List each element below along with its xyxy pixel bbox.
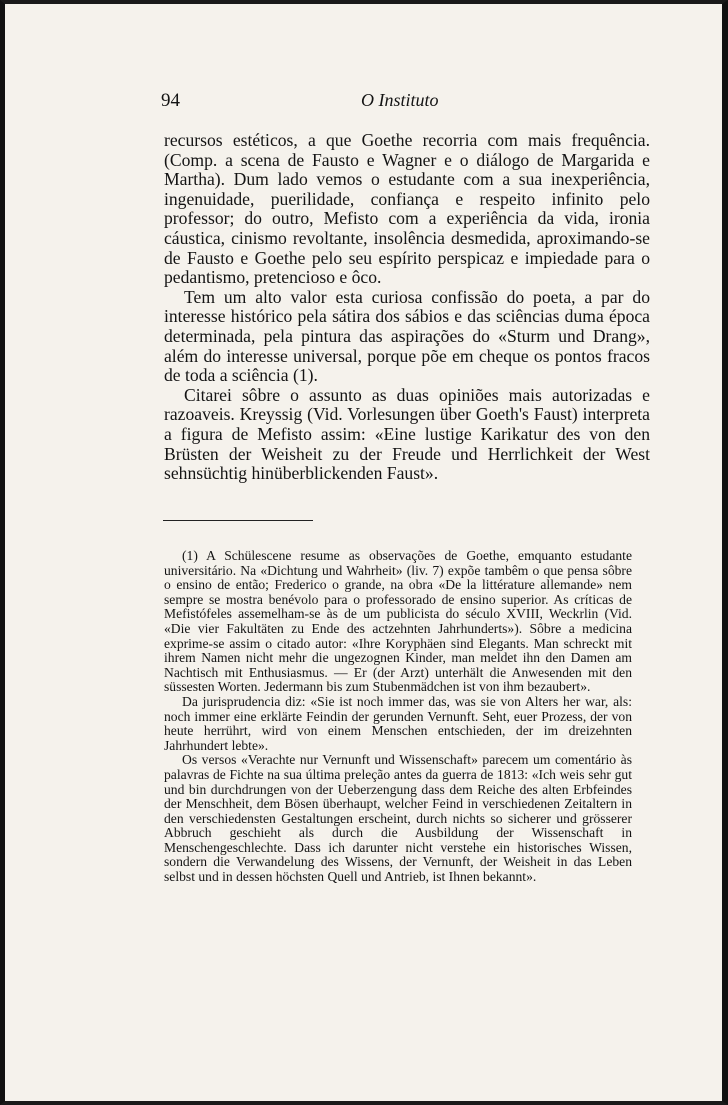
running-title: O Instituto [361, 90, 439, 110]
body-paragraph: Citarei sôbre o assunto as duas opiniões mais autorizadas e razoaveis. Kreyssig (Vid. Vorlesungen über Goeth's Faust) interpreta a figura de Mefisto assim: «Eine lustige Karikatur des von den Brüsten der Weisheit zu der Freude und Herrlichkeit der West sehnsüchtig hinüberblickenden Faust». [164, 384, 650, 484]
footnote-divider [163, 520, 313, 521]
body-paragraph: Tem um alto valor esta curiosa confissão do poeta, a par do interesse histórico pela sátira dos sábios e das sciências duma época determinada, pela pintura das aspirações do «Sturm und Drang», além do interesse universal, porque põe em cheque os pontos fracos de toda a sciência (1). [164, 286, 650, 386]
main-text [164, 131, 650, 484]
footnotes [164, 549, 632, 885]
footnote-paragraph: Os versos «Verachte nur Vernunft und Wissenschaft» parecem um comentário às palavras de Fichte na sua última preleção antes da guerra de 1813: «Ich weis sehr gut und bin durchdrungen von der Ueberzengung dass dem Reiche des alten Erbfeindes der Menschheit, dem Bösen überhaupt, welcher Feind in verschiedenen Zeitaltern in den verschiedensten Gestaltungen erscheint, durch nichts so sicherer und grösserer Abbruch geschieht als durch die Ausbildung der Wissenschaft in Menschengeschlechte. Dass ich darunter nicht verstehe ein historisches Wissen, sondern die Verwandelung des Wissens, der Vernunft, der Weisheit in das Leben selbst und in dessen höchsten Quell und Antrieb, ist Ihnen bekannt». [164, 752, 632, 885]
page-header [161, 90, 651, 118]
footnote-paragraph: Da jurisprudencia diz: «Sie ist noch immer das, was sie von Alters her war, als: noch immer eine erklärte Feindin der gerunden Vernunft. Seht, euer Prozess, der von heute herrührt, wird von einem Menschen entschieden, der im dreizehnten Jahrhundert lebte». [164, 693, 632, 753]
page-number: 94 [161, 90, 180, 111]
body-paragraph: recursos estéticos, a que Goethe recorria com mais frequência. (Comp. a scena de Fausto e Wagner e o diálogo de Margarida e Martha). Dum lado vemos o estudante com a sua inexperiência, ingenuidade, puerilidade, confiança e respeito infinito pelo professor; do outro, Mefisto com a experiência da vida, ironia cáustica, cinismo revoltante, insolência desmedida, aproximando-se de Fausto e Goethe pelo seu espírito perspicaz e impiedade para o pedantismo, pretencioso e ôco. [164, 130, 650, 288]
footnote-paragraph: (1) A Schülescene resume as observações de Goethe, emquanto estudante universitário. Na «Dichtung und Wahrheit» (liv. 7) expõe tambêm o que pensa sôbre o ensino de então; Frederico o grande, na obra «De la littérature allemande» nem sempre se mostra benévolo para o professorado de ensino superior. As críticas de Mefistófeles assemelham-se às de um publicista do século XVIII, Weckrlin (Vid. «Die vier Fakultäten zu Ende des actzehnten Jahrhunderts»). Sôbre a medicina exprime-se assim o citado autor: «Ihre Koryphäen sind Elegants. Man schreckt mit ihrem Namen nicht mehr die ungezognen Kinder, man meldet ihn den Damen am Nachtisch mit Enthusiasmus. — Er (der Arzt) unterhält die Anwesenden mit den süssesten Worten. Jedermann bis zum Stubenmädchen ist von ihm bezaubert». [164, 548, 632, 695]
